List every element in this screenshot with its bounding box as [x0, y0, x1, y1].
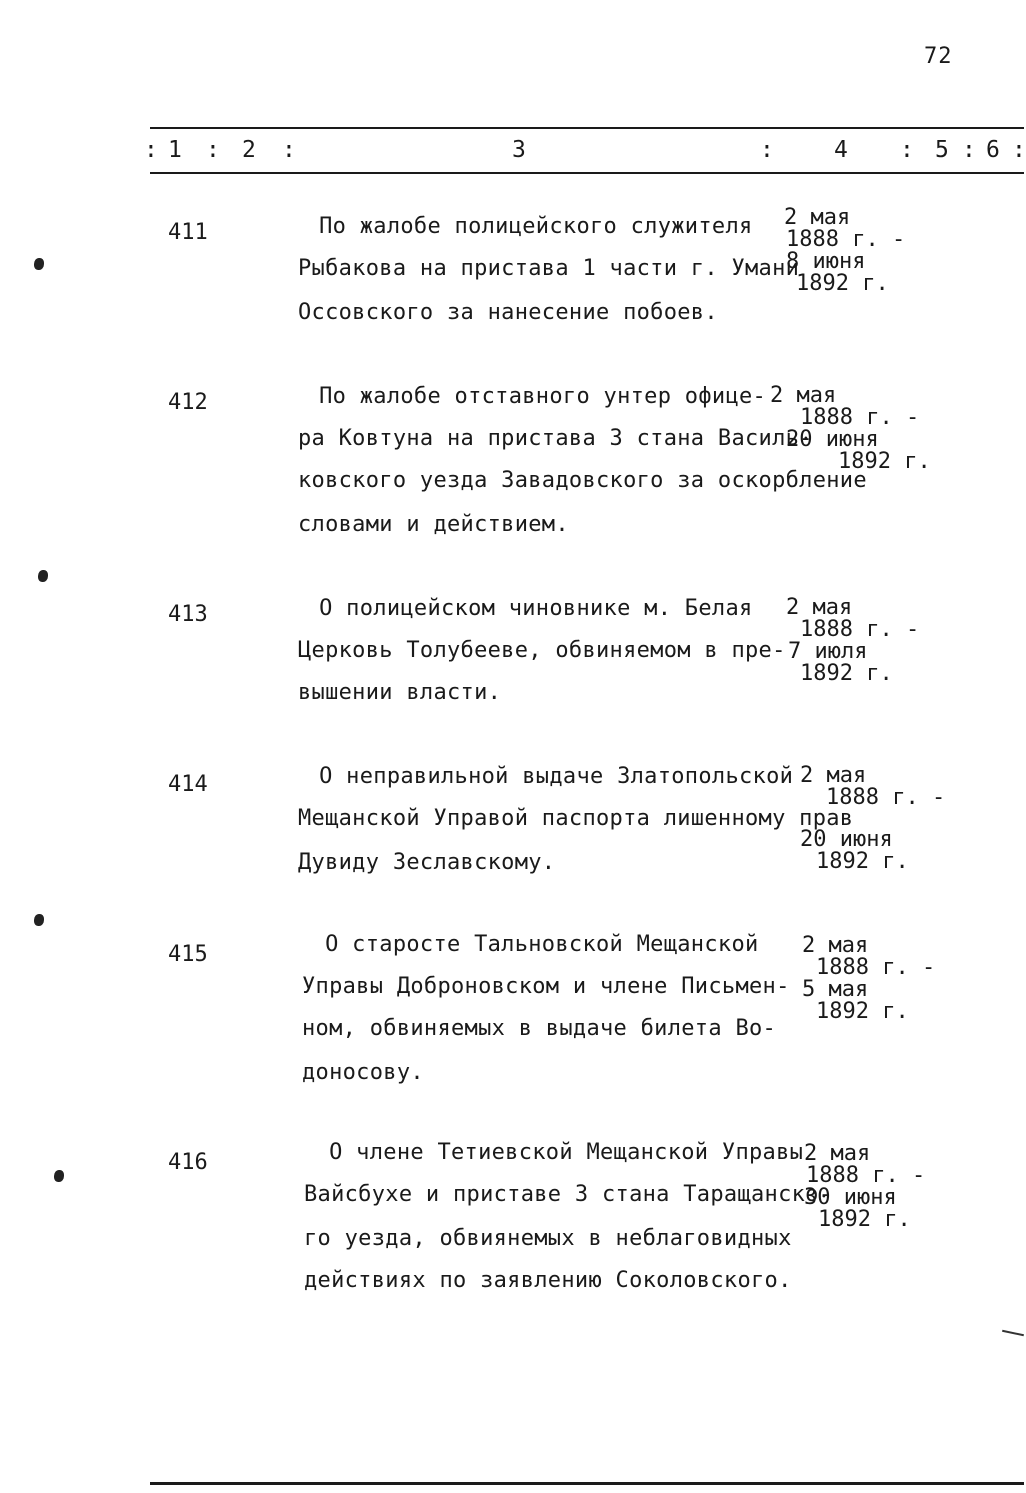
- entry-description-line: Вайсбухе и приставе 3 стана Таращанско-: [304, 1182, 833, 1207]
- entry-description-line: По жалобе полицейского служителя: [292, 214, 753, 239]
- entry-description-line: Церковь Толубееве, обвиняемом в пре-: [298, 638, 786, 663]
- entry-date-line: 2 мая: [802, 933, 869, 958]
- edge-mark: [1002, 1330, 1024, 1337]
- entry-date-line: 5 мая: [802, 977, 869, 1002]
- col-label-6: 6: [986, 137, 1000, 163]
- col-label-5: 5: [935, 137, 949, 163]
- entry-date-line: 1888 г. -: [816, 955, 936, 980]
- entry-description-line: словами и действием.: [298, 512, 569, 537]
- footer-rule: [150, 1482, 1024, 1485]
- entry-date-line: 20 июня: [786, 427, 879, 452]
- col-label-4: 4: [834, 137, 848, 163]
- entry-date-line: 1892 г.: [816, 999, 909, 1024]
- col-sep-6: :: [962, 137, 976, 163]
- entry-description-line: Оссовского за нанесение побоев.: [298, 300, 718, 325]
- entry-description-line: ном, обвиняемых в выдаче билета Во-: [302, 1016, 777, 1041]
- entry-date-line: 1888 г. -: [806, 1163, 926, 1188]
- entry-description-line: Мещанской Управой паспорта лишенному прав: [298, 806, 854, 831]
- entry-date-line: 30 июня: [804, 1185, 897, 1210]
- col-sep-1: :: [144, 137, 158, 163]
- col-sep-4: :: [760, 137, 774, 163]
- entry-number: 416: [168, 1150, 208, 1175]
- punch-hole-mark: [54, 1170, 64, 1182]
- col-sep-2: :: [206, 137, 220, 163]
- entry-number: 414: [168, 772, 208, 797]
- entry-number: 411: [168, 220, 208, 245]
- entry-description-line: ра Ковтуна на пристава 3 стана Василь-: [298, 426, 813, 451]
- entry-date-line: 1888 г. -: [826, 785, 946, 810]
- entry-description-line: Управы Доброновском и члене Письмен-: [302, 974, 790, 999]
- entry-date-line: 1892 г.: [838, 449, 931, 474]
- punch-hole-mark: [38, 570, 48, 582]
- entry-description-line: О члене Тетиевской Мещанской Управы: [302, 1140, 804, 1165]
- entry-description-line: доносову.: [302, 1060, 424, 1085]
- entry-date-line: 1892 г.: [800, 661, 893, 686]
- entry-date-line: 8 июня: [786, 249, 866, 274]
- entry-date-line: 2 мая: [804, 1141, 871, 1166]
- header-top-rule: [150, 127, 1024, 129]
- entry-date-line: 2 мая: [800, 763, 867, 788]
- punch-hole-mark: [34, 914, 44, 926]
- entry-date-line: 1888 г. -: [800, 405, 920, 430]
- punch-hole-mark: [34, 258, 44, 270]
- entry-date-line: 1892 г.: [816, 849, 909, 874]
- entry-description-line: Рыбакова на пристава 1 части г. Умани: [298, 256, 800, 281]
- entry-description-line: По жалобе отставного унтер офице-: [292, 384, 767, 409]
- col-label-3: 3: [512, 137, 526, 163]
- entry-date-line: 2 мая: [786, 595, 853, 620]
- col-label-1: 1: [168, 137, 182, 163]
- entry-date-line: 1892 г.: [818, 1207, 911, 1232]
- entry-date-line: 20 июня: [800, 827, 893, 852]
- entry-date-line: 2 мая: [770, 383, 837, 408]
- col-sep-7: :: [1012, 137, 1026, 163]
- entry-number: 413: [168, 602, 208, 627]
- entry-number: 415: [168, 942, 208, 967]
- entry-date-line: 1888 г. -: [786, 227, 906, 252]
- entry-description-line: го уезда, обвиянемых в неблаговидных: [304, 1226, 792, 1251]
- entry-description-line: ковского уезда Завадовского за оскорбление: [298, 468, 867, 493]
- entry-description-line: вышении власти.: [298, 680, 502, 705]
- entry-description-line: О неправильной выдаче Златопольской: [292, 764, 794, 789]
- col-sep-5: :: [900, 137, 914, 163]
- header-bottom-rule: [150, 172, 1024, 174]
- entry-number: 412: [168, 390, 208, 415]
- entry-description-line: О полицейском чиновнике м. Белая: [292, 596, 753, 621]
- col-sep-3: :: [282, 137, 296, 163]
- entry-description-line: Дувиду Зеславскому.: [298, 850, 556, 875]
- page-number: 72: [924, 44, 953, 69]
- entry-date-line: 1892 г.: [796, 271, 889, 296]
- entry-date-line: 7 июля: [788, 639, 868, 664]
- col-label-2: 2: [242, 137, 256, 163]
- entry-date-line: 1888 г. -: [800, 617, 920, 642]
- entry-date-line: 2 мая: [784, 205, 851, 230]
- entry-description-line: действиях по заявлению Соколовского.: [304, 1268, 792, 1293]
- entry-description-line: О старосте Тальновской Мещанской: [298, 932, 759, 957]
